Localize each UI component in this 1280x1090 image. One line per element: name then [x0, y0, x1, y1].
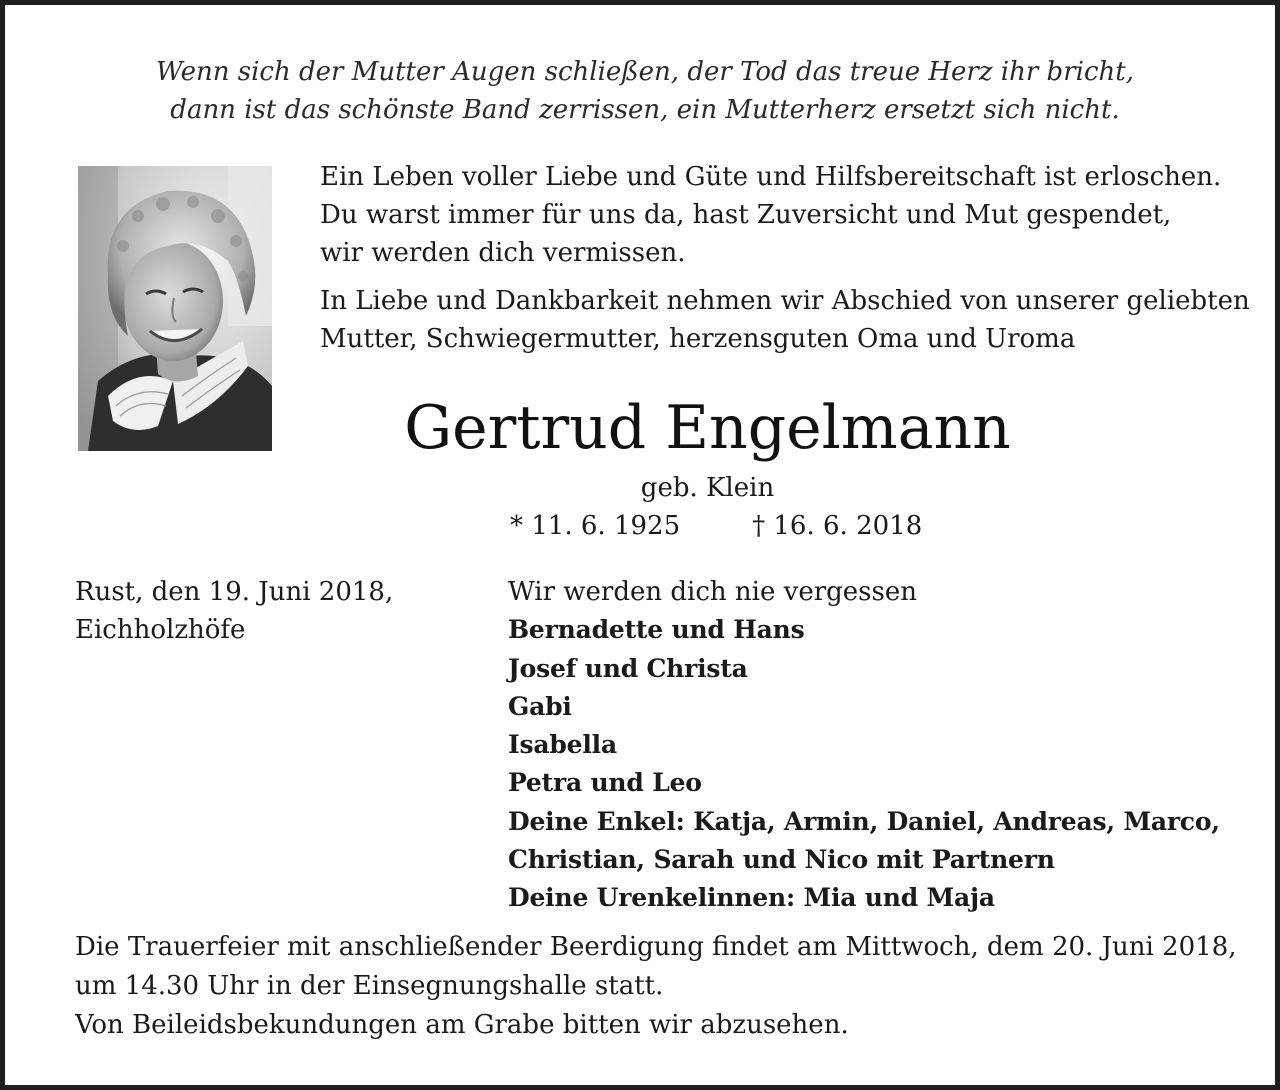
mourner-entry: Deine Enkel: Katja, Armin, Daniel, Andreas, Marco, — [508, 806, 1220, 836]
birth-date: * 11. 6. 1925 — [510, 511, 681, 541]
intro-line: Mutter, Schwiegermutter, herzensguten Oma und Uroma — [320, 324, 1076, 354]
poem-line: dann ist das schönste Band zerrissen, ein Mutterherz ersetzt sich nicht. — [170, 95, 1120, 125]
mourners-list — [508, 573, 1268, 918]
intro-line: Ein Leben voller Liebe und Güte und Hilfsbereitschaft ist erloschen. — [320, 162, 1222, 192]
notice-line: um 14.30 Uhr in der Einsegnungshalle statt. — [75, 971, 664, 1001]
maiden-name: geb. Klein — [640, 473, 775, 503]
mourner-entry: Bernadette und Hans — [508, 615, 805, 645]
intro-line: Du warst immer für uns da, hast Zuversicht und Mut gespendet, — [320, 200, 1172, 230]
mourner-entry: Petra und Leo — [508, 768, 702, 798]
mourner-entry: Josef und Christa — [508, 653, 748, 683]
place-line: Eichholzhöfe — [75, 615, 246, 645]
mourner-entry: Gabi — [508, 691, 572, 721]
funeral-notice — [75, 928, 1235, 1045]
deceased-name: Gertrud Engelmann — [404, 393, 1011, 463]
mourner-entry: Isabella — [508, 730, 617, 760]
memorial-poem — [65, 53, 1225, 129]
mourner-entry: Christian, Sarah und Nico mit Partnern — [508, 845, 1055, 875]
place-date-line: Rust, den 19. Juni 2018, — [75, 577, 394, 607]
intro-line: wir werden dich vermissen. — [320, 238, 686, 268]
portrait-photo — [78, 166, 272, 451]
mourners-intro: Wir werden dich nie vergessen — [508, 577, 917, 607]
notice-line: Von Beileidsbekundungen am Grabe bitten wir abzusehen. — [75, 1010, 849, 1040]
intro-line: In Liebe und Dankbarkeit nehmen wir Abschied von unserer geliebten — [320, 286, 1250, 316]
paragraph-gap — [320, 272, 1260, 282]
notice-line: Die Trauerfeier mit anschließender Beerdigung findet am Mittwoch, dem 20. Juni 2018, — [75, 932, 1237, 962]
intro-text — [320, 158, 1260, 358]
portrait-image — [78, 166, 272, 451]
mourner-entry: Deine Urenkelinnen: Mia und Maja — [508, 883, 995, 913]
poem-line: Wenn sich der Mutter Augen schließen, der Tod das treue Herz ihr bricht, — [156, 57, 1134, 87]
life-dates — [510, 507, 922, 545]
place-and-date — [75, 573, 393, 649]
death-date: † 16. 6. 2018 — [752, 511, 923, 541]
